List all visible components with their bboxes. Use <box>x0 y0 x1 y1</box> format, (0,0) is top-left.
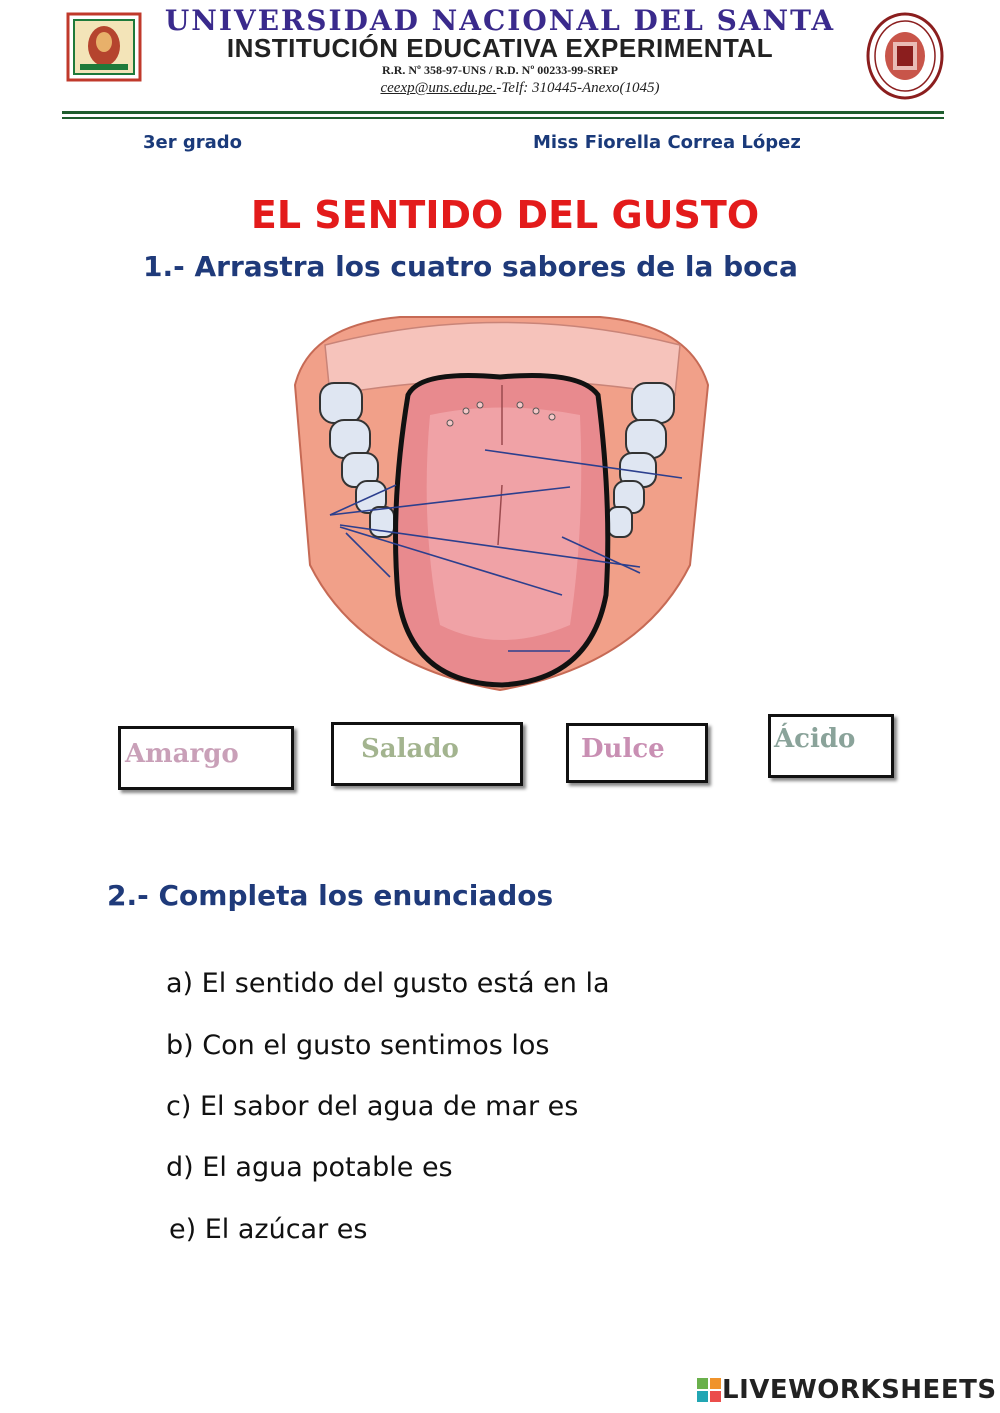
phone-text: -Telf: 310445-Anexo(1045) <box>496 80 660 96</box>
page-title: EL SENTIDO DEL GUSTO <box>250 193 760 237</box>
resolution-text: R.R. Nº 358-97-UNS / R.D. Nº 00233-99-SREP <box>382 63 618 77</box>
teacher-name: Miss Fiorella Correa López <box>533 132 801 153</box>
question-2-heading: 2.- Completa los enunciados <box>107 879 554 912</box>
institution-name: INSTITUCIÓN EDUCATIVA EXPERIMENTAL <box>226 33 774 63</box>
tongue-illustration <box>280 305 720 695</box>
flavor-card-acido[interactable] <box>768 714 894 778</box>
statement-b: b) Con el gusto sentimos los <box>166 1030 550 1061</box>
flavor-card-salado[interactable] <box>331 722 523 786</box>
flavor-label-salado: Salado <box>361 734 459 764</box>
liveworksheets-brand <box>696 1375 997 1405</box>
email-link[interactable]: ceexp@uns.edu.pe. <box>380 80 497 96</box>
brand-wordmark: LIVEWORKSHEETS <box>722 1375 997 1405</box>
contact-line <box>340 80 700 97</box>
header-divider <box>62 111 944 114</box>
university-seal-logo <box>866 12 944 100</box>
statement-c: c) El sabor del agua de mar es <box>166 1091 579 1122</box>
liveworksheets-logo-icon <box>696 1377 722 1403</box>
statement-d: d) El agua potable es <box>166 1152 453 1183</box>
question-1-heading: 1.- Arrastra los cuatro sabores de la boca <box>143 250 798 283</box>
flavor-label-acido: Ácido <box>774 724 856 754</box>
school-crest-logo <box>66 12 142 82</box>
flavor-label-dulce: Dulce <box>581 734 665 764</box>
flavor-card-amargo[interactable] <box>118 726 294 790</box>
flavor-label-amargo: Amargo <box>125 739 239 769</box>
statement-a: a) El sentido del gusto está en la <box>166 968 610 999</box>
statement-e: e) El azúcar es <box>169 1214 368 1245</box>
university-name: UNIVERSIDAD NACIONAL DEL SANTA <box>164 4 836 37</box>
flavor-card-dulce[interactable] <box>566 723 708 783</box>
header-divider-thin <box>62 117 944 119</box>
grade-label: 3er grado <box>143 132 243 153</box>
